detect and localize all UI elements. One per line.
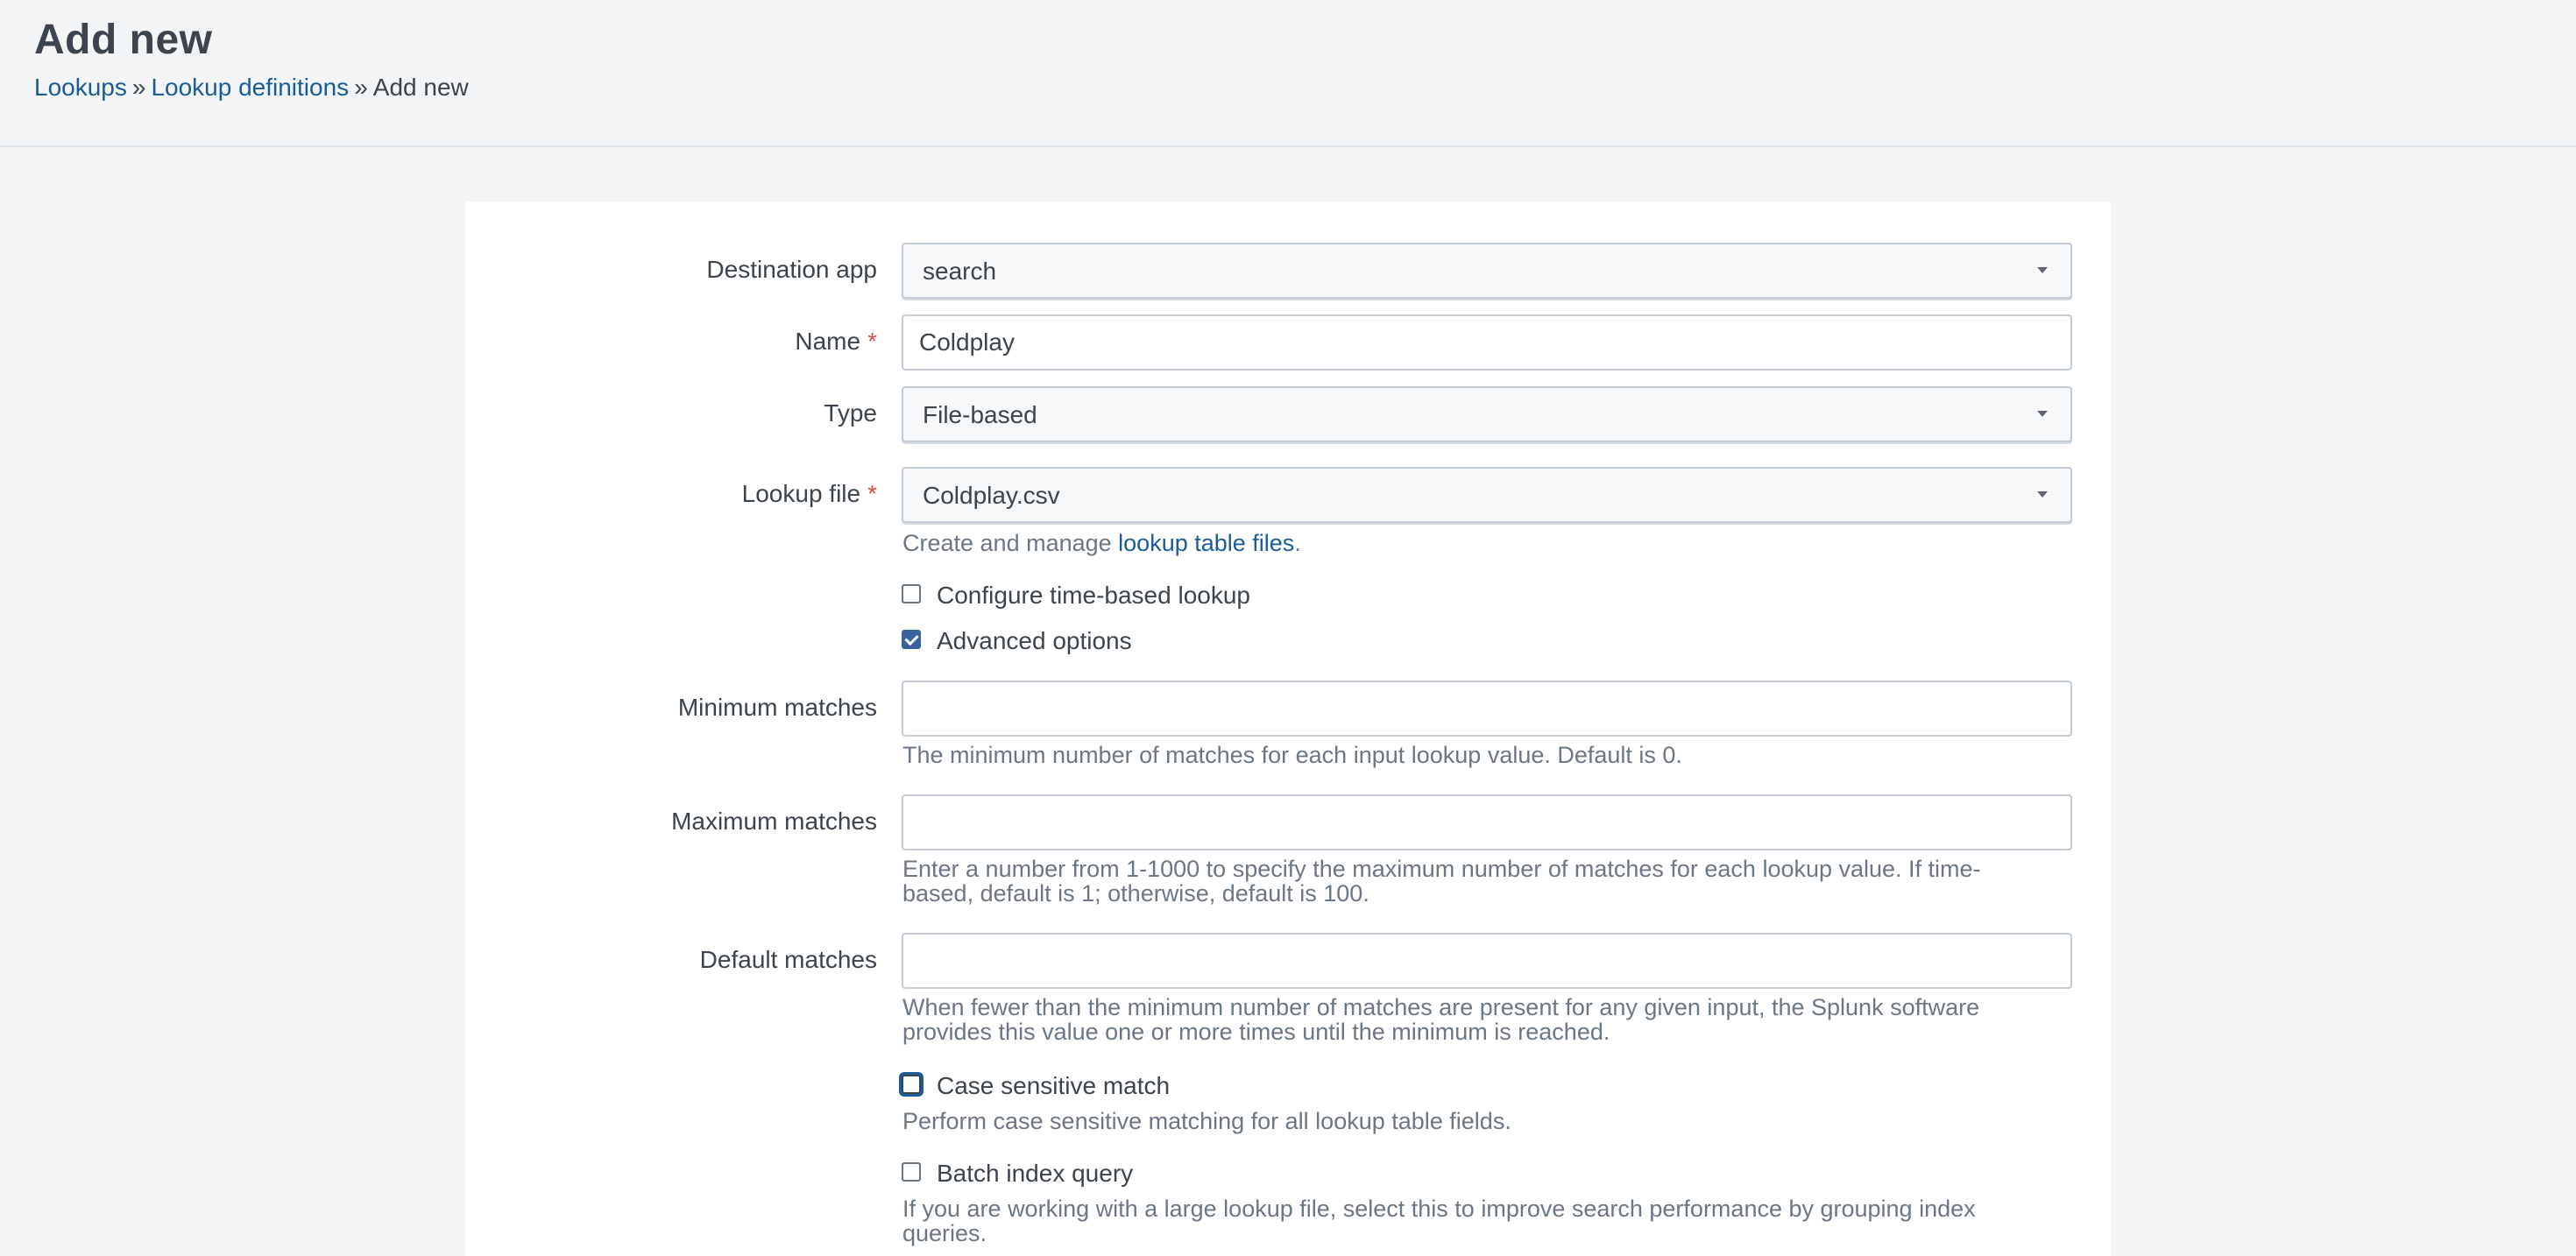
batch-index-checkbox[interactable] xyxy=(902,1162,921,1182)
destination-app-label: Destination app xyxy=(706,256,877,283)
time-based-label: Configure time-based lookup xyxy=(937,582,1250,609)
case-sensitive-checkbox[interactable] xyxy=(902,1075,921,1094)
case-sensitive-label: Case sensitive match xyxy=(937,1072,1171,1099)
type-value: File-based xyxy=(923,401,1037,428)
caret-down-icon xyxy=(2037,267,2048,273)
required-marker: * xyxy=(867,328,877,355)
type-label: Type xyxy=(824,399,877,427)
page-header xyxy=(0,0,2576,147)
name-label: Name xyxy=(795,328,861,355)
advanced-options-label: Advanced options xyxy=(937,627,1132,654)
batch-index-label: Batch index query xyxy=(937,1160,1134,1187)
caret-down-icon xyxy=(2037,491,2048,497)
batch-index-help: If you are working with a large lookup file, select this to improve search performance by grouping index queries. xyxy=(902,1196,1976,1246)
case-sensitive-help: Perform case sensitive matching for all lookup table fields. xyxy=(902,1108,1511,1134)
lookup-file-label: Lookup file xyxy=(741,480,861,507)
default-matches-help: When fewer than the minimum number of matches are present for any given input, the Splunk software provides this value one or more times until the minimum is reached. xyxy=(902,994,1980,1045)
max-matches-input[interactable] xyxy=(902,794,2072,850)
min-matches-help: The minimum number of matches for each input lookup value. Default is 0. xyxy=(902,742,1682,768)
min-matches-input[interactable] xyxy=(902,681,2072,737)
lookup-file-value: Coldplay.csv xyxy=(923,482,1060,509)
advanced-options-checkbox[interactable] xyxy=(902,630,921,649)
time-based-checkbox[interactable] xyxy=(902,584,921,603)
breadcrumb xyxy=(34,74,469,102)
lookup-file-help: Create and manage lookup table files. xyxy=(902,530,1301,556)
breadcrumb-separator: » xyxy=(354,74,368,101)
lookup-table-files-link[interactable]: lookup table files xyxy=(1118,530,1295,556)
type-select[interactable] xyxy=(902,386,2072,442)
caret-down-icon xyxy=(2037,411,2048,417)
destination-app-value: search xyxy=(923,258,997,285)
destination-app-select[interactable] xyxy=(902,243,2072,299)
min-matches-label: Minimum matches xyxy=(677,694,877,721)
breadcrumb-lookups-link[interactable]: Lookups xyxy=(34,74,127,101)
required-marker: * xyxy=(867,480,877,507)
lookup-file-select[interactable] xyxy=(902,467,2072,523)
default-matches-input[interactable] xyxy=(902,933,2072,989)
form-panel xyxy=(465,201,2111,1256)
max-matches-help: Enter a number from 1-1000 to specify the maximum number of matches for each lookup value. If time- based, default is 1; otherwise, default is 100. xyxy=(902,856,1981,907)
breadcrumb-separator: » xyxy=(131,74,146,101)
breadcrumb-current: Add new xyxy=(372,74,469,101)
default-matches-label: Default matches xyxy=(699,946,877,973)
page-title: Add new xyxy=(34,17,213,63)
max-matches-label: Maximum matches xyxy=(671,808,877,835)
breadcrumb-lookup-definitions-link[interactable]: Lookup definitions xyxy=(151,74,350,101)
name-input[interactable] xyxy=(902,314,2072,370)
